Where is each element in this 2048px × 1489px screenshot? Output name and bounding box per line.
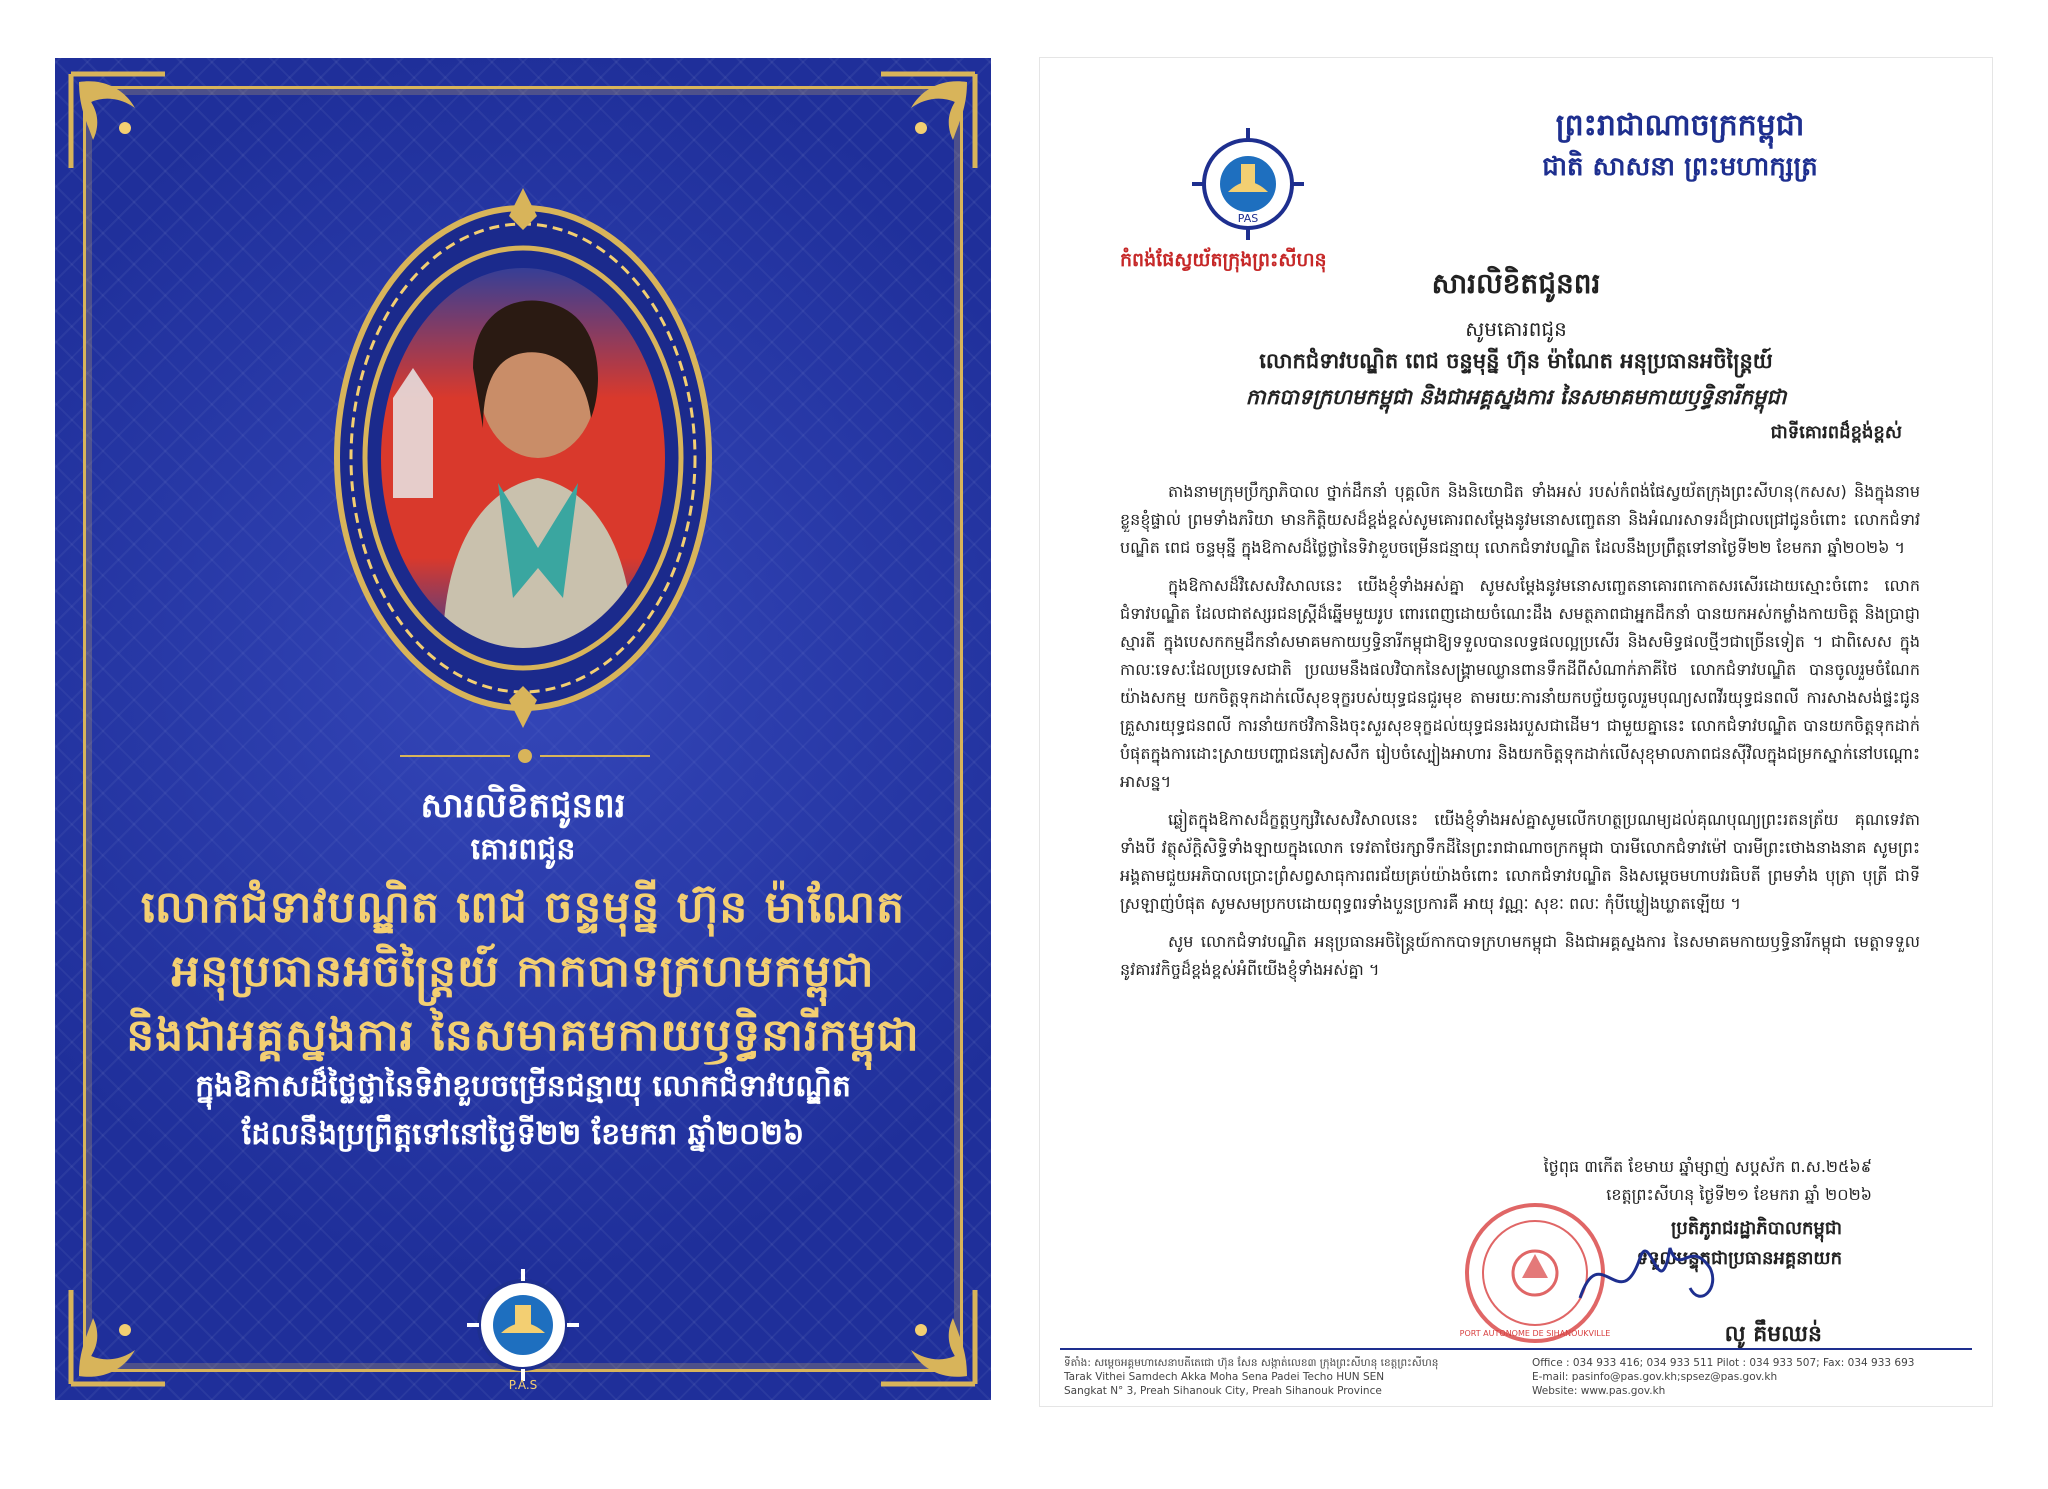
footer-address [1064, 1356, 1524, 1398]
letter-respect: ជាទីគោរពដ៏ខ្ពង់ខ្ពស់ [1770, 422, 1902, 443]
portrait-frame [323, 168, 723, 728]
letter-title: សារលិខិតជូនពរ [1431, 267, 1601, 300]
card-name-line: អនុប្រធានអចិន្ត្រៃយ៍ កាកបាទក្រហមកម្ពុជា [171, 946, 875, 997]
letter-org-name: កំពង់ផែស្វយ័តក្រុងព្រះសីហនុ [1120, 249, 1327, 271]
letter-kingdom: ព្រះរាជាណាចក្រកម្ពុជា [1555, 108, 1805, 143]
footer-contact-line: E-mail: pasinfo@pas.gov.kh;spsez@pas.gov.kh [1532, 1371, 1778, 1383]
card-title: សារលិខិតជូនពរ [420, 786, 626, 826]
letter-paragraph: ឆ្លៀតក្នុងឱកាសដ៏ក្ខត្តឫក្សវិសេសវិសាលនេះ យើងខ្ញុំទាំងអស់គ្នាសូមលើកហត្ថប្រណម្យដល់គុណបុណ្យព្រះរតនត្រ័យ គុណទេវតាទាំងបី វត្ថុស័ក្តិសិទ្ធិទាំងឡាយក្នុងលោក ទេវតាថែរក្សាទឹកដីនៃព្រះរាជាណាចក្រកម្ពុជា បារមីលោកជំទាវម៉ៅ បារមីព្រះថោងនាងនាគ សូមព្រះអង្គតាមជួយអភិបាលប្រោះព្រំសព្វសាធុការពរជ័យគ្រប់យ៉ាងចំពោះ លោកជំទាវបណ្ឌិត និងសម្តេចមហាបវរធិបតី ព្រមទាំង បុត្រា បុត្រី ជាទីស្រឡាញ់បំផុត សូមសមប្រកបដោយពុទ្ធពរទាំងបួនប្រការគឺ អាយុ វណ្ណៈ សុខៈ ពលៈ កុំបីឃ្លៀងឃ្លាតឡើយ ។ [1120, 810, 1920, 913]
pas-logo-icon [463, 1263, 583, 1393]
ornament-corner-icon [861, 1270, 981, 1390]
card-name-line: លោកជំទាវបណ្ឌិត ពេជ ចន្ទមុន្នី ហ៊ុន ម៉ាណែត [140, 882, 906, 933]
letter-paragraph: តាងនាមក្រុមប្រឹក្សាភិបាល ថ្នាក់ដឹកនាំ បុគ្គលិក និងនិយោជិត ទាំងអស់ របស់កំពង់ផែស្វយ័តក្រុងព្រះសីហនុ(កសស) និងក្នុងនាមខ្លួនខ្ញុំផ្ទាល់ ព្រមទាំងភរិយា មានកិត្តិយសដ៏ខ្ពង់ខ្ពស់សូមគោរពសម្តែងនូវមនោសញ្ចេតនា និងអំណរសាទរដ៏ជ្រាលជ្រៅជូនចំពោះ លោកជំទាវបណ្ឌិត ពេជ ចន្ទមុន្នី ក្នុងឱកាសដ៏ថ្លៃថ្លានៃទិវាខួបចម្រើនជន្មាយុ លោកជំទាវបណ្ឌិត ដែលនឹងប្រព្រឹត្តទៅនាថ្ងៃទី២២ ខែមករា ឆ្នាំ២០២៦ ។ [1120, 482, 1920, 557]
letter-paragraph: សូម លោកជំទាវបណ្ឌិត អនុប្រធានអចិន្ត្រៃយ៍កាកបាទក្រហមកម្ពុជា និងជាអគ្គស្នងការ នៃសមាគមកាយឫទ្ធិនារីកម្ពុជា មេត្តាទទួលនូវគារវកិច្ចដ៏ខ្ពង់ខ្ពស់អំពីយើងខ្ញុំទាំងអស់គ្នា ។ [1120, 932, 1920, 979]
footer-address-line: Tarak Vithei Samdech Akka Moha Sena Padei Techo HUN SEN [1064, 1371, 1385, 1383]
footer-contact-line: Website: www.pas.gov.kh [1532, 1385, 1666, 1397]
letter-recipient-line: លោកជំទាវបណ្ឌិត ពេជ ចន្ទមុន្នី ហ៊ុន ម៉ាណែត អនុប្រធានអចិន្ត្រៃយ៍ [1259, 349, 1773, 373]
ornament-corner-icon [861, 68, 981, 188]
letter-body [1120, 478, 1920, 994]
letter-lunar-date: ថ្ងៃពុធ ៣កើត ខែមាឃ ឆ្នាំម្សាញ់ សប្តស័ក ព.ស.២៥៦៩ [1543, 1157, 1872, 1176]
letter-salutation: សូមគោរពជូន [1465, 317, 1567, 341]
footer-address-line: ទីតាំង: សម្តេចអគ្គមហាសេនាបតីតេជោ ហ៊ុន សែន សង្កាត់លេខ៣ ក្រុងព្រះសីហនុ ខេត្តព្រះសីហនុ [1064, 1357, 1439, 1369]
footer-contact-line: Office : 034 933 416; 034 933 511 Pilot : 034 933 507; Fax: 034 933 693 [1532, 1357, 1915, 1369]
footer-divider [1060, 1348, 1972, 1350]
footer-address-line: Sangkat N° 3, Preah Sihanouk City, Preah Sihanouk Province [1064, 1385, 1382, 1397]
divider-ornament-icon [400, 746, 650, 766]
card-logo-text: P.A.S [508, 1378, 538, 1392]
seal-text: PORT AUTONOME DE SIHANOUKVILLE [1460, 1329, 1610, 1338]
letter-document [1040, 58, 1992, 1406]
card-occasion [95, 1063, 951, 1159]
ornament-corner-icon [65, 68, 185, 188]
signatory-name: លូ គឹមឈន់ [1724, 1322, 1822, 1347]
greeting-card [55, 58, 991, 1400]
letter-motto: ជាតិ សាសនា ព្រះមហាក្សត្រ [1542, 152, 1818, 182]
card-subtitle: គោរពជូន [470, 832, 576, 867]
letter-recipient-line: កាកបាទក្រហមកម្ពុជា និងជាអគ្គស្នងការ នៃសមាគមកាយឫទ្ធិនារីកម្ពុជា [1245, 385, 1787, 409]
card-name-line: និងជាអគ្គស្នងការ នៃសមាគមកាយឫទ្ធិនារីកម្ពុជា [126, 1010, 920, 1061]
card-honoree [95, 876, 951, 1068]
signatory-title: ប្រតិភូរាជរដ្ឋាភិបាលកម្ពុជា [1670, 1218, 1842, 1239]
letter-paragraph: ក្នុងឱកាសដ៏វិសេសវិសាលនេះ យើងខ្ញុំទាំងអស់គ្នា សូមសម្តែងនូវមនោសញ្ចេតនាគោរពកោតសរសើរដោយស្មោះចំពោះ លោកជំទាវបណ្ឌិត ដែលជាឥស្សរជនស្ត្រីដ៏ឆ្នើមមួយរូប ពោរពេញដោយចំណេះដឹង សមត្ថភាពជាអ្នកដឹកនាំ បានយកអស់កម្លាំងកាយចិត្ត និងប្រាជ្ញាស្មារតី ក្នុងបេសកកម្មដឹកនាំសមាគមកាយឫទ្ធិនារីកម្ពុជាឱ្យទទួលបានលទ្ធផលល្អប្រសើរ និងសមិទ្ធផលថ្មីៗជាច្រើនទៀត ។ ជាពិសេស ក្នុងកាលៈទេសៈដែលប្រទេសជាតិ ប្រឈមនឹងផលវិបាកនៃសង្គ្រាមឈ្លានពានទឹកដីពីសំណាក់ភាគីថៃ លោកជំទាវបណ្ឌិត បានចូលរួមចំណែកយ៉ាងសកម្ម យកចិត្តទុកដាក់លើសុខទុក្ខរបស់យុទ្ធជនជួរមុខ តាមរយៈការនាំយកបច្ច័យចូលរួមបុណ្យសពវីរយុទ្ធជនពលី ការសាងសង់ផ្ទះជូនគ្រួសារយុទ្ធជនពលី ការនាំយកថវិកានិងចុះសួរសុខទុក្ខដល់យុទ្ធជនរងរបួសជាដើម។ ជាមួយគ្នានេះ លោកជំទាវបណ្ឌិត បានយកចិត្តទុកដាក់បំផុតក្នុងការដោះស្រាយបញ្ហាជនភៀសសឹក រៀបចំស្បៀងអាហារ និងយកចិត្តទុកដាក់លើសុខុមាលភាពជនស៊ីវិលក្នុងជម្រកស្នាក់នៅបណ្តោះអាសន្ន។ [1120, 576, 1920, 791]
ornament-corner-icon [65, 1270, 185, 1390]
footer-contact [1532, 1356, 1972, 1398]
letter-logo-text: PAS [1237, 212, 1259, 225]
pas-logo-icon [1188, 124, 1308, 244]
card-occasion-line: ក្នុងឱកាសដ៏ថ្លៃថ្លានៃទិវាខួបចម្រើនជន្មាយុ លោកជំទាវបណ្ឌិត [195, 1069, 851, 1104]
signature-icon [1570, 1218, 1730, 1328]
signatory-role: ទទួលបន្ទុកជាប្រធានអគ្គនាយក [1636, 1248, 1842, 1269]
card-occasion-line: ដែលនឹងប្រព្រឹត្តទៅនៅថ្ងៃទី២២ ខែមករា ឆ្នាំ២០២៦ [241, 1117, 805, 1152]
letter-solar-date: ខេត្តព្រះសីហនុ ថ្ងៃទី២១ ខែមករា ឆ្នាំ ២០២៦ [1606, 1185, 1872, 1204]
